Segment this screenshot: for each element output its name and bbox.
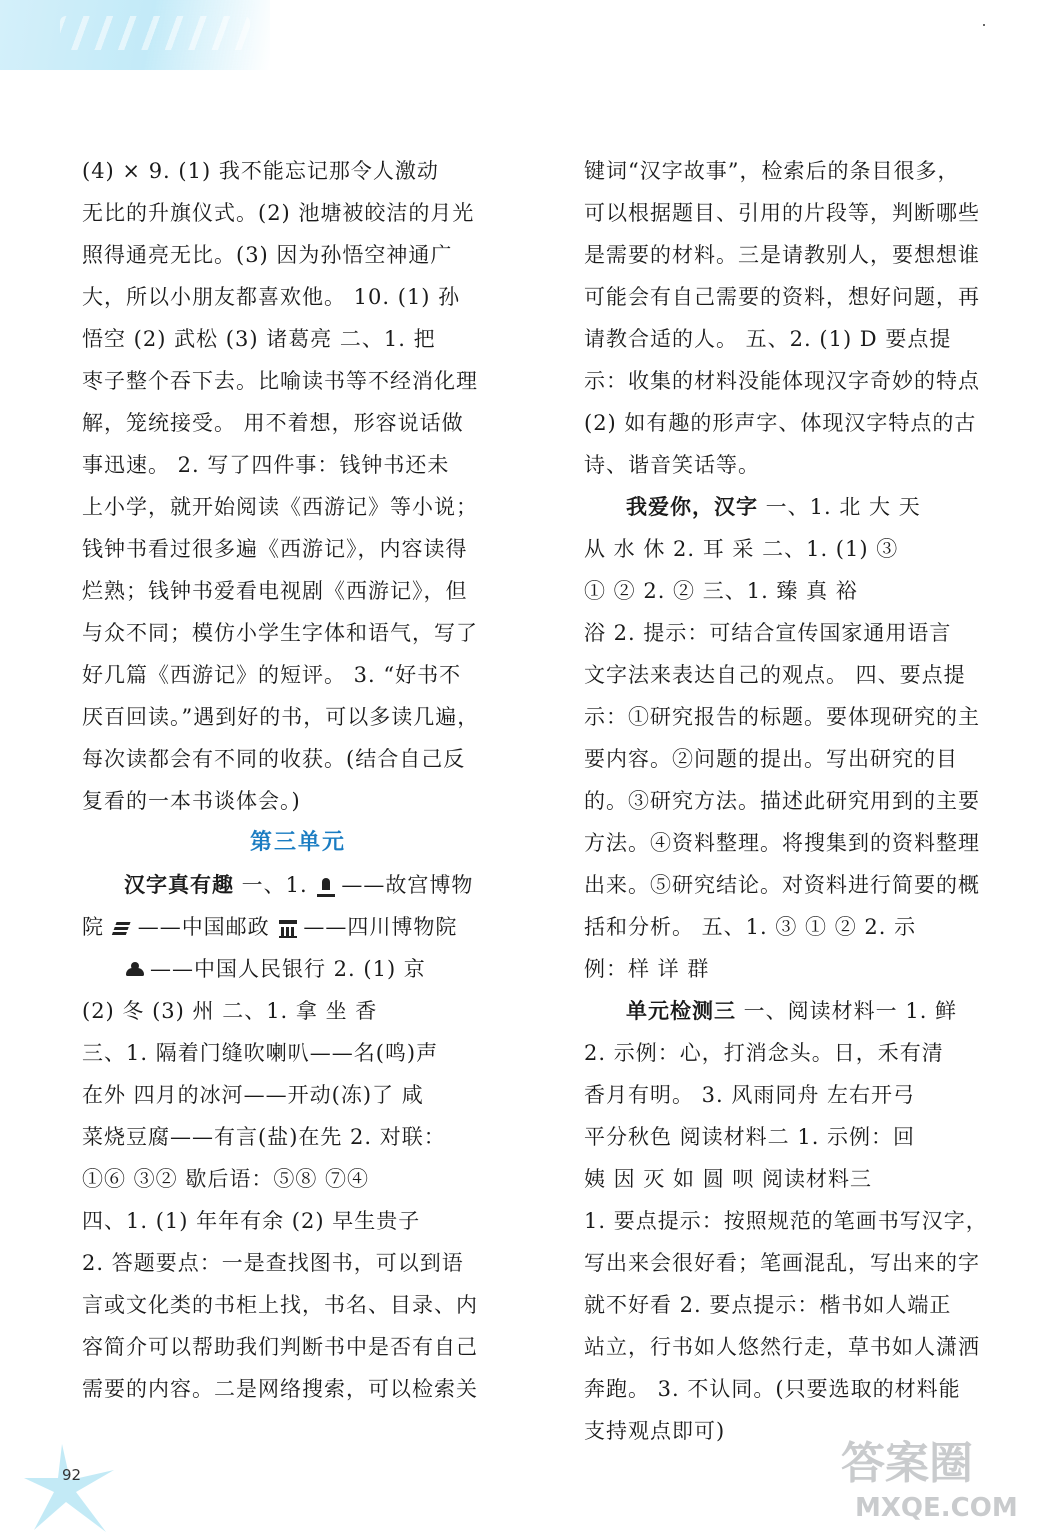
right-column xyxy=(584,150,994,1452)
text-line: 无比的升旗仪式。(2) 池塘被皎洁的月光 xyxy=(82,201,475,225)
text-line: 言或文化类的书柜上找，书名、目录、内 xyxy=(82,1293,478,1317)
text-line: 出来。⑤研究结论。对资料进行简要的概 xyxy=(584,873,980,897)
text-line: 好几篇《西游记》的短评。 3. “好书不 xyxy=(82,663,462,687)
text-line: 每次读都会有不同的收获。(结合自己反 xyxy=(82,747,466,771)
watermark-logo xyxy=(833,1438,1033,1522)
section-heading-fun: 汉字真有趣 xyxy=(124,873,234,897)
text-line: 照得通亮无比。(3) 因为孙悟空神通广 xyxy=(82,243,453,267)
left-column xyxy=(82,150,514,1410)
text-line: (2) 如有趣的形声字、体现汉字特点的古 xyxy=(584,411,977,435)
unit-fun-line-2 xyxy=(82,906,514,948)
text-line: 可以根据题目、引用的片段等，判断哪些 xyxy=(584,201,980,225)
text-line: 事迅速。 2. 写了四件事：钱钟书还未 xyxy=(82,453,450,477)
text-line: 在外 四月的冰河——开动(冻)了 咸 xyxy=(82,1083,424,1107)
bank-logo-icon xyxy=(126,962,144,980)
text-line: 浴 2. 提示：可结合宣传国家通用语言 xyxy=(584,621,952,645)
text-line: 厌百回读。”遇到好的书，可以多读几遍， xyxy=(82,705,480,729)
text-line: 例：样 详 群 xyxy=(584,957,710,981)
text-line: 烂熟；钱钟书爱看电视剧《西游记》，但 xyxy=(82,579,468,603)
watermark-title: 答案圈 xyxy=(841,1438,973,1489)
text-line: 大，所以小朋友都喜欢他。 10. (1) 孙 xyxy=(82,285,461,309)
text-line: 上小学，就开始阅读《西游记》等小说； xyxy=(82,495,478,519)
text-line: 从 水 休 2. 耳 采 二、1. (1) ③ xyxy=(584,537,899,561)
text-line: 请教合适的人。 五、2. (1) D 要点提 xyxy=(584,327,952,351)
text-line: 容简介可以帮助我们判断书中是否有自己 xyxy=(82,1335,478,1359)
text-span: ——中国邮政 xyxy=(137,915,278,939)
text-line: 写出来会很好看；笔画混乱，写出来的字 xyxy=(584,1251,980,1275)
text-line: 支持观点即可) xyxy=(584,1419,726,1443)
text-line: ① ② 2. ② 三、1. 臻 真 裕 xyxy=(584,579,858,603)
starfish-icon xyxy=(22,1440,132,1536)
text-line: 2. 示例：心，打消念头。日，禾有清 xyxy=(584,1041,944,1065)
unit-title: 第三单元 xyxy=(249,830,346,855)
love-heading-line xyxy=(584,486,994,528)
text-span: 一、1. xyxy=(234,873,316,897)
text-line: 就不好看 2. 要点提示：楷书如人端正 xyxy=(584,1293,952,1317)
text-span: 一、阅读材料一 1. 鲜 xyxy=(736,999,958,1023)
text-line: 站立，行书如人悠然行走，草书如人潇洒 xyxy=(584,1335,980,1359)
text-line: 解，笼统接受。 用不着想，形容说话做 xyxy=(82,411,464,435)
text-line: ①⑥ ③② 歇后语：⑤⑧ ⑦④ xyxy=(82,1167,370,1191)
text-line: 是需要的材料。三是请教别人，要想想谁 xyxy=(584,243,980,267)
text-line: 可能会有自己需要的资料，想好问题，再 xyxy=(584,285,980,309)
header-logo-mark xyxy=(60,16,250,50)
text-span: 一、1. 北 大 天 xyxy=(758,495,921,519)
section-heading-test: 单元检测三 xyxy=(626,999,736,1023)
text-line: 菜烧豆腐——有言(盐)在先 2. 对联： xyxy=(82,1125,446,1149)
text-line: (2) 冬 (3) 州 二、1. 拿 坐 香 xyxy=(82,999,378,1023)
text-line: 需要的内容。二是网络搜索，可以检索关 xyxy=(82,1377,478,1401)
text-line: 三、1. 隔着门缝吹喇叭——名(鸣)声 xyxy=(82,1041,439,1065)
text-line: 要内容。②问题的提出。写出研究的目 xyxy=(584,747,958,771)
test-heading-line xyxy=(584,990,994,1032)
text-line: 姨 因 灭 如 圆 呗 阅读材料三 xyxy=(584,1167,873,1191)
text-line: 括和分析。 五、1. ③ ① ② 2. 示 xyxy=(584,915,917,939)
text-line: 文字法来表达自己的观点。 四、要点提 xyxy=(584,663,966,687)
text-line: 香月有明。 3. 风雨同舟 左右开弓 xyxy=(584,1083,916,1107)
text-line: 2. 答题要点：一是查找图书，可以到语 xyxy=(82,1251,464,1275)
text-line: 平分秋色 阅读材料二 1. 示例：回 xyxy=(584,1125,916,1149)
text-span: ——故宫博物 xyxy=(341,873,474,897)
post-logo-icon xyxy=(114,920,132,938)
watermark-url: MXQE.COM xyxy=(855,1493,1018,1522)
museum-logo-icon xyxy=(279,920,297,938)
header-decoration xyxy=(0,0,270,70)
text-line: 1. 要点提示：按照规范的笔画书写汉字， xyxy=(584,1209,988,1233)
palace-logo-icon xyxy=(317,876,335,897)
text-line: 键词“汉字故事”，检索后的条目很多， xyxy=(584,159,960,183)
text-line: 枣子整个吞下去。比喻读书等不经消化理 xyxy=(82,369,478,393)
text-line: (4) × 9. (1) 我不能忘记那令人激动 xyxy=(82,159,439,183)
text-span: ——四川博物院 xyxy=(303,915,458,939)
unit-fun-line-3 xyxy=(82,948,514,990)
text-line: 悟空 (2) 武松 (3) 诸葛亮 二、1. 把 xyxy=(82,327,436,351)
text-line: 诗、谐音笑话等。 xyxy=(584,453,760,477)
section-heading-love: 我爱你，汉字 xyxy=(626,495,758,519)
text-span: 院 xyxy=(82,915,112,939)
text-line: 方法。④资料整理。将搜集到的资料整理 xyxy=(584,831,980,855)
text-line: 四、1. (1) 年年有余 (2) 早生贵子 xyxy=(82,1209,421,1233)
page-number: 92 xyxy=(62,1466,82,1484)
text-line: 示：收集的材料没能体现汉字奇妙的特点 xyxy=(584,369,980,393)
text-line: 与众不同；模仿小学生字体和语气，写了 xyxy=(82,621,478,645)
text-line: 示：①研究报告的标题。要体现研究的主 xyxy=(584,705,980,729)
text-line: 奔跑。 3. 不认同。(只要选取的材料能 xyxy=(584,1377,961,1401)
text-line: 钱钟书看过很多遍《西游记》，内容读得 xyxy=(82,537,468,561)
unit-fun-line-1 xyxy=(82,864,514,906)
corner-dot xyxy=(983,24,985,26)
text-span: ——中国人民银行 2. (1) 京 xyxy=(150,957,426,981)
text-line: 复看的一本书谈体会。) xyxy=(82,789,301,813)
text-line: 的。③研究方法。描述此研究用到的主要 xyxy=(584,789,980,813)
